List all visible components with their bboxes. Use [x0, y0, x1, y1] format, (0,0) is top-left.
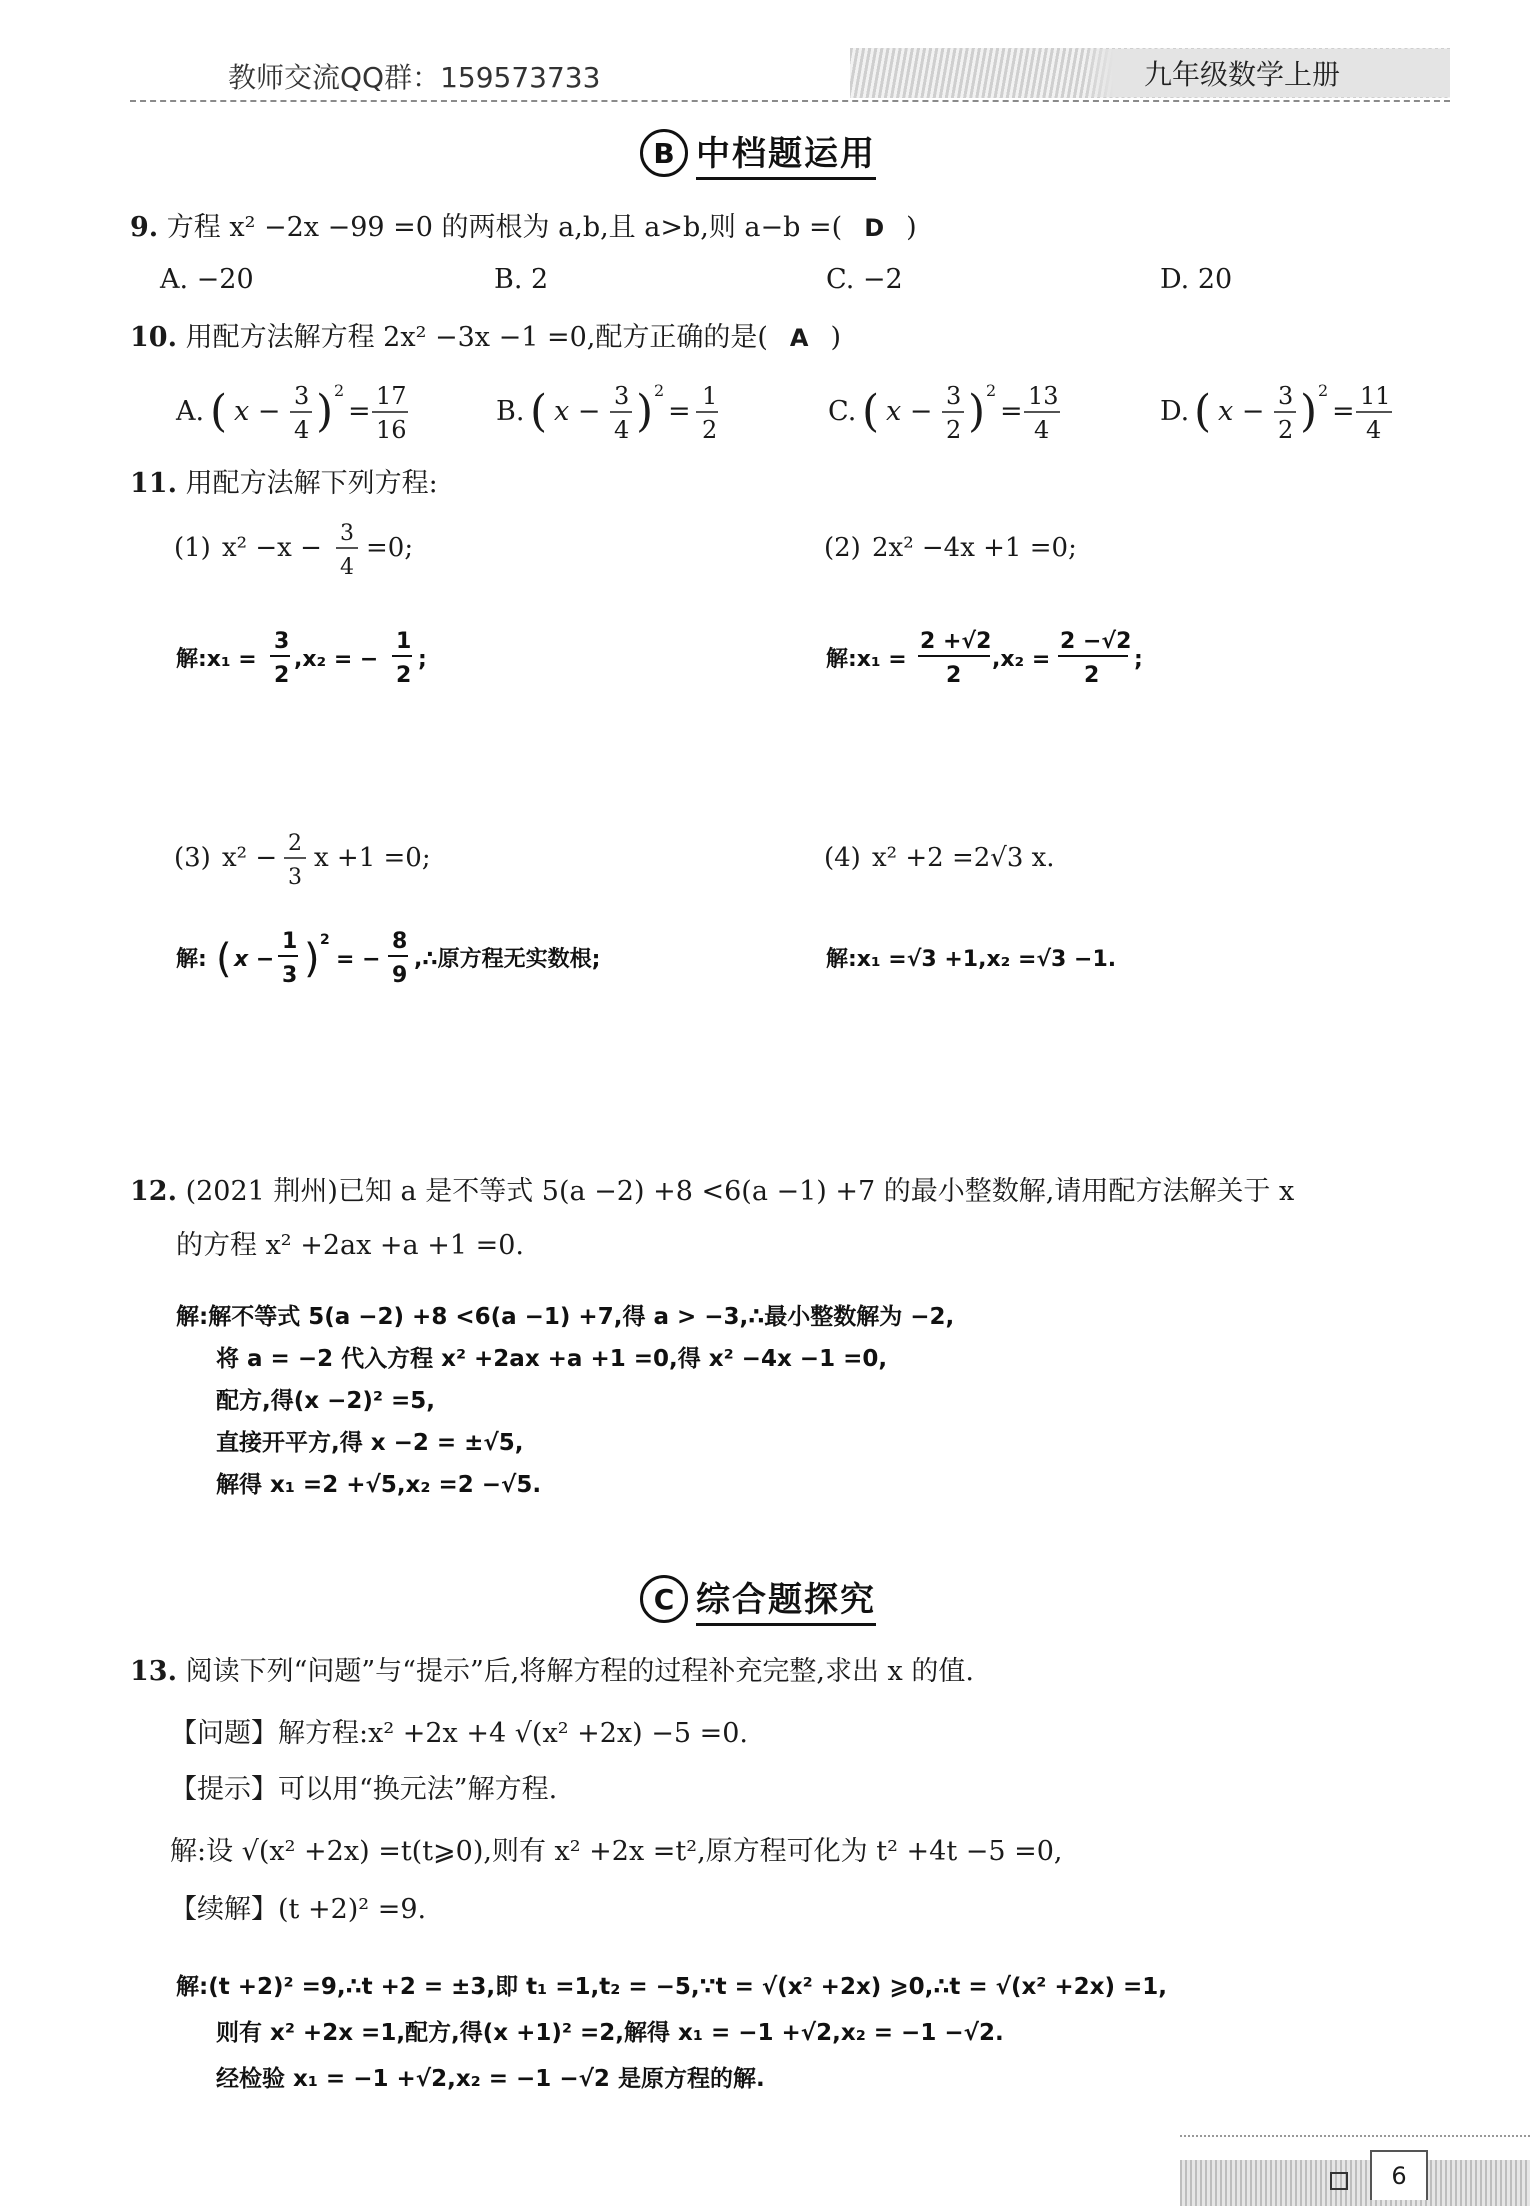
fraction-numerator: 1 [282, 929, 298, 954]
q11-parts [170, 520, 1420, 988]
fraction-numerator: 2 +√2 [920, 629, 992, 654]
part-label: (4) [824, 843, 861, 873]
solution-text: ; [418, 647, 427, 672]
fraction-denominator: 3 [282, 963, 298, 988]
header-qq-group: 教师交流QQ群：159573733 [228, 61, 601, 94]
svg-text:=: = [348, 396, 371, 427]
question-text: 方程 x² −2x −99 =0 的两根为 a,b,且 a>b,则 a−b =( [166, 212, 843, 243]
question-number: 12. [130, 1176, 177, 1207]
q11-part-1 [174, 521, 413, 580]
paren-close: ) [830, 322, 842, 353]
fraction-denominator: 2 [946, 416, 962, 444]
fraction-denominator: 4 [340, 555, 354, 580]
paren-close: ) [316, 386, 334, 437]
paren-open: ( [210, 386, 228, 437]
part-label: (3) [174, 843, 211, 873]
fraction-denominator: 2 [274, 663, 290, 688]
fraction-denominator: 4 [614, 416, 630, 444]
solution-text: 解:x₁ = [826, 647, 907, 672]
part-label: (2) [824, 533, 861, 563]
page-number: 6 [1370, 2150, 1428, 2200]
q10-option-c [828, 381, 1060, 444]
part-expression: x² −x − [222, 533, 322, 563]
fraction-numerator: 3 [946, 382, 962, 410]
solution-text: x − [234, 947, 275, 972]
fraction-denominator: 2 [396, 663, 412, 688]
option-label: D. [1160, 396, 1190, 427]
footer-divider [1180, 2135, 1530, 2137]
question-text: (2021 荆州)已知 a 是不等式 5(a −2) +8 <6(a −1) +7 的最小整数解,请用配方法解关于 x [185, 1176, 1295, 1207]
paren-open: ( [1194, 386, 1212, 437]
paren-open: ( [862, 386, 880, 437]
part-expression: 2x² −4x +1 =0; [872, 533, 1077, 563]
option-inner: x − [554, 396, 601, 427]
q11-solution-2 [826, 629, 1143, 688]
q13-hint: 【提示】可以用“换元法”解方程. [170, 1774, 558, 1805]
solution-text: = − [336, 947, 381, 972]
option-label: C. [828, 396, 857, 427]
q10-options [150, 370, 1400, 450]
fraction-denominator: 2 [1278, 416, 1294, 444]
paren-open: ( [530, 386, 548, 437]
section-b-heading [640, 126, 876, 180]
footer-band [1180, 2160, 1530, 2206]
option-label: A. [176, 396, 205, 427]
solution-text: 解:x₁ = [176, 647, 257, 672]
solution-text: ; [1134, 647, 1143, 672]
fraction-denominator: 9 [392, 963, 408, 988]
section-c-heading [640, 1572, 876, 1626]
fraction-denominator: 4 [294, 416, 310, 444]
paren-close: ) [636, 386, 654, 437]
question-9 [130, 210, 917, 246]
q11-part-2 [824, 533, 1077, 563]
question-text: 阅读下列“问题”与“提示”后,将解方程的过程补充完整,求出 x 的值. [185, 1656, 974, 1687]
question-13 [130, 1654, 974, 1690]
part-expression: =0; [366, 533, 414, 563]
answer-mark: A [789, 324, 809, 352]
q13-continue: 【续解】(t +2)² =9. [170, 1894, 427, 1925]
q13-solution-line-1: 解:(t +2)² =9,∴t +2 = ±3,即 t₁ =1,t₂ = −5,∵t = √(x² +2x) ⩾0,∴t = √(x² +2x) =1, [176, 1974, 1168, 2000]
q12-solution-line-3: 配方,得(x −2)² =5, [216, 1388, 435, 1414]
paren-close: ) [968, 386, 986, 437]
fraction-numerator: 1 [396, 629, 412, 654]
fraction-numerator: 3 [614, 382, 630, 410]
svg-text:=: = [668, 396, 691, 427]
question-number: 13. [130, 1656, 177, 1687]
option-label: B. [496, 396, 525, 427]
fraction-numerator: 8 [392, 929, 408, 954]
fraction-numerator: 17 [376, 382, 407, 410]
part-label: (1) [174, 533, 211, 563]
paren-close: ) [1300, 386, 1318, 437]
fraction-numerator: 1 [702, 382, 718, 410]
solution-text: ,x₂ = − [294, 647, 379, 672]
question-12-line-2: 的方程 x² +2ax +a +1 =0. [176, 1230, 524, 1261]
section-b-title: 中档题运用 [696, 126, 876, 180]
q9-option-a: A. −20 [160, 264, 254, 295]
exponent: 2 [654, 381, 665, 400]
part-expression: x² − [222, 843, 278, 873]
q12-solution-line-1: 解:解不等式 5(a −2) +8 <6(a −1) +7,得 a > −3,∴最小整数解为 −2, [176, 1304, 955, 1330]
paren-close: ) [906, 212, 917, 243]
solution-text: ,x₂ = [992, 647, 1051, 672]
question-number: 9. [130, 212, 159, 243]
fraction-numerator: 2 [288, 831, 302, 856]
q13-given: 解:设 √(x² +2x) =t(t⩾0),则有 x² +2x =t²,原方程可化为 t² +4t −5 =0, [170, 1836, 1063, 1867]
fraction-numerator: 3 [340, 521, 354, 546]
footer-square-icon [1330, 2172, 1348, 2190]
solution-text: 解: [176, 947, 207, 972]
q13-solution-line-3: 经检验 x₁ = −1 +√2,x₂ = −1 −√2 是原方程的解. [216, 2066, 765, 2092]
fraction-denominator: 2 [1084, 663, 1100, 688]
q9-option-c: C. −2 [826, 264, 903, 295]
fraction-numerator: 2 −√2 [1060, 629, 1132, 654]
answer-mark: D [864, 214, 885, 242]
fraction-numerator: 3 [294, 382, 310, 410]
fraction-numerator: 3 [274, 629, 290, 654]
part-expression: x² +2 =2√3 x. [872, 843, 1055, 873]
section-b-badge: B [640, 129, 688, 177]
exponent: 2 [334, 381, 345, 400]
q12-solution-line-2: 将 a = −2 代入方程 x² +2ax +a +1 =0,得 x² −4x −1 =0, [216, 1346, 888, 1372]
fraction-denominator: 4 [1366, 416, 1382, 444]
q10-option-a [175, 381, 408, 444]
fraction-denominator: 4 [1034, 416, 1050, 444]
question-10 [130, 320, 841, 356]
fraction-numerator: 3 [1278, 382, 1294, 410]
header-divider [130, 100, 1450, 102]
q13-solution-line-2: 则有 x² +2x =1,配方,得(x +1)² =2,解得 x₁ = −1 +√2,x₂ = −1 −√2. [216, 2020, 1004, 2046]
question-text: 用配方法解方程 2x² −3x −1 =0,配方正确的是( [185, 322, 768, 353]
exponent: 2 [320, 932, 330, 948]
fraction-numerator: 11 [1360, 382, 1391, 410]
fraction-denominator: 3 [288, 865, 302, 890]
q11-solution-4: 解:x₁ =√3 +1,x₂ =√3 −1. [826, 947, 1117, 972]
option-inner: x − [886, 396, 933, 427]
header-band [850, 48, 1450, 98]
q10-option-d [1160, 381, 1392, 444]
svg-text:=: = [1332, 396, 1355, 427]
q10-option-b [496, 381, 718, 444]
question-text: 用配方法解下列方程: [185, 468, 438, 499]
fraction-denominator: 16 [376, 416, 407, 444]
q11-part-3 [174, 831, 431, 890]
q11-solution-3 [176, 929, 600, 988]
q12-solution-line-5: 解得 x₁ =2 +√5,x₂ =2 −√5. [216, 1472, 542, 1498]
option-inner: x − [234, 396, 281, 427]
section-c-badge: C [640, 1575, 688, 1623]
paren-open: ( [216, 936, 232, 982]
svg-text:=: = [1000, 396, 1023, 427]
q13-problem: 【问题】解方程:x² +2x +4 √(x² +2x) −5 =0. [170, 1718, 749, 1749]
fraction-numerator: 13 [1028, 382, 1059, 410]
paren-close: ) [304, 936, 320, 982]
question-number: 10. [130, 322, 177, 353]
question-12 [130, 1174, 1294, 1210]
q12-solution-line-4: 直接开平方,得 x −2 = ±√5, [216, 1430, 524, 1456]
fraction-denominator: 2 [702, 416, 718, 444]
q11-solution-1 [176, 629, 427, 688]
exponent: 2 [1318, 381, 1329, 400]
option-inner: x − [1218, 396, 1265, 427]
solution-text: ,∴原方程无实数根; [414, 947, 601, 972]
section-c-title: 综合题探究 [696, 1572, 876, 1626]
q11-part-4 [824, 843, 1055, 873]
question-number: 11. [130, 468, 177, 499]
part-expression: x +1 =0; [314, 843, 431, 873]
question-11 [130, 466, 438, 502]
q9-option-d: D. 20 [1160, 264, 1233, 295]
header-book-title: 九年级数学上册 [1084, 49, 1450, 97]
exponent: 2 [986, 381, 997, 400]
q9-option-b: B. 2 [494, 264, 549, 295]
fraction-denominator: 2 [946, 663, 962, 688]
